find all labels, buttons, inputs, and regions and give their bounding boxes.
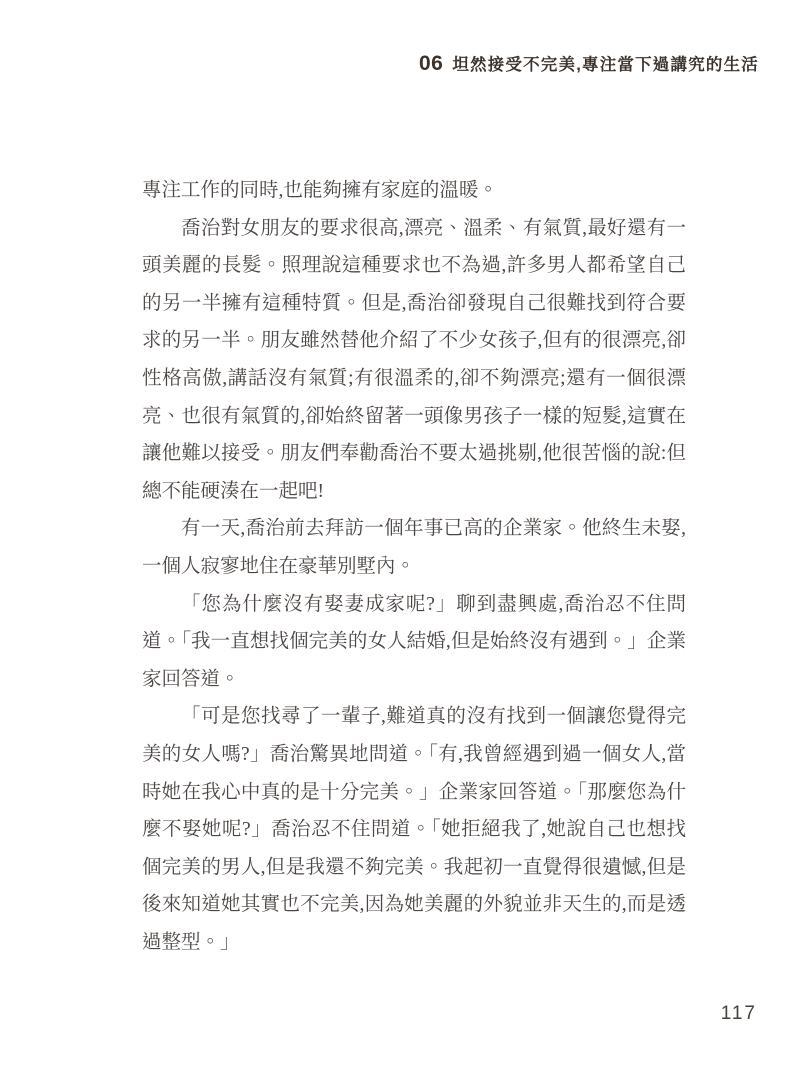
page-number: 117 [720,1003,757,1024]
body-text-block [142,172,686,961]
body-paragraph: 有一天,喬治前去拜訪一個年事已高的企業家。他終生未娶,一個人寂寥地住在豪華別墅內。 [142,518,686,577]
body-paragraph: 專注工作的同時,也能夠擁有家庭的溫暖。 [142,180,498,201]
running-head [419,51,759,76]
body-paragraph: 喬治對女朋友的要求很高,漂亮、溫柔、有氣質,最好還有一頭美麗的長髮。照理說這種要求也不為過,許多男人都希望自己的另一半擁有這種特質。但是,喬治卻發現自己很難找到符合要求的另一半。朋友雖然替他介紹了不少女孩子,但有的很漂亮,卻性格高傲,講話沒有氣質;有很溫柔的,卻不夠漂亮;還有一個很漂亮、也很有氣質的,卻始終留著一頭像男孩子一樣的短髮,這實在讓他難以接受。朋友們奉勸喬治不要太過挑剔,他很苦惱的說:但總不能硬湊在一起吧! [142,217,686,502]
body-paragraph: 「您為什麼沒有娶妻成家呢?」聊到盡興處,喬治忍不住問道。「我一直想找個完美的女人結婚,但是始終沒有遇到。」企業家回答道。 [142,593,686,690]
chapter-title: 坦然接受不完美,專注當下過講究的生活 [452,56,759,74]
chapter-number: 06 [418,52,444,75]
body-paragraph: 「可是您找尋了一輩子,難道真的沒有找到一個讓您覺得完美的女人嗎?」喬治驚異地問道。「有,我曾經遇到過一個女人,當時她在我心中真的是十分完美。」企業家回答道。「那麼您為什麼不娶她呢?」喬治忍不住問道。「她拒絕我了,她說自己也想找個完美的男人,但是我還不夠完美。我起初一直覺得很遺憾,但是後來知道她其實也不完美,因為她美麗的外貌並非天生的,而是透過整型。」 [142,706,686,953]
